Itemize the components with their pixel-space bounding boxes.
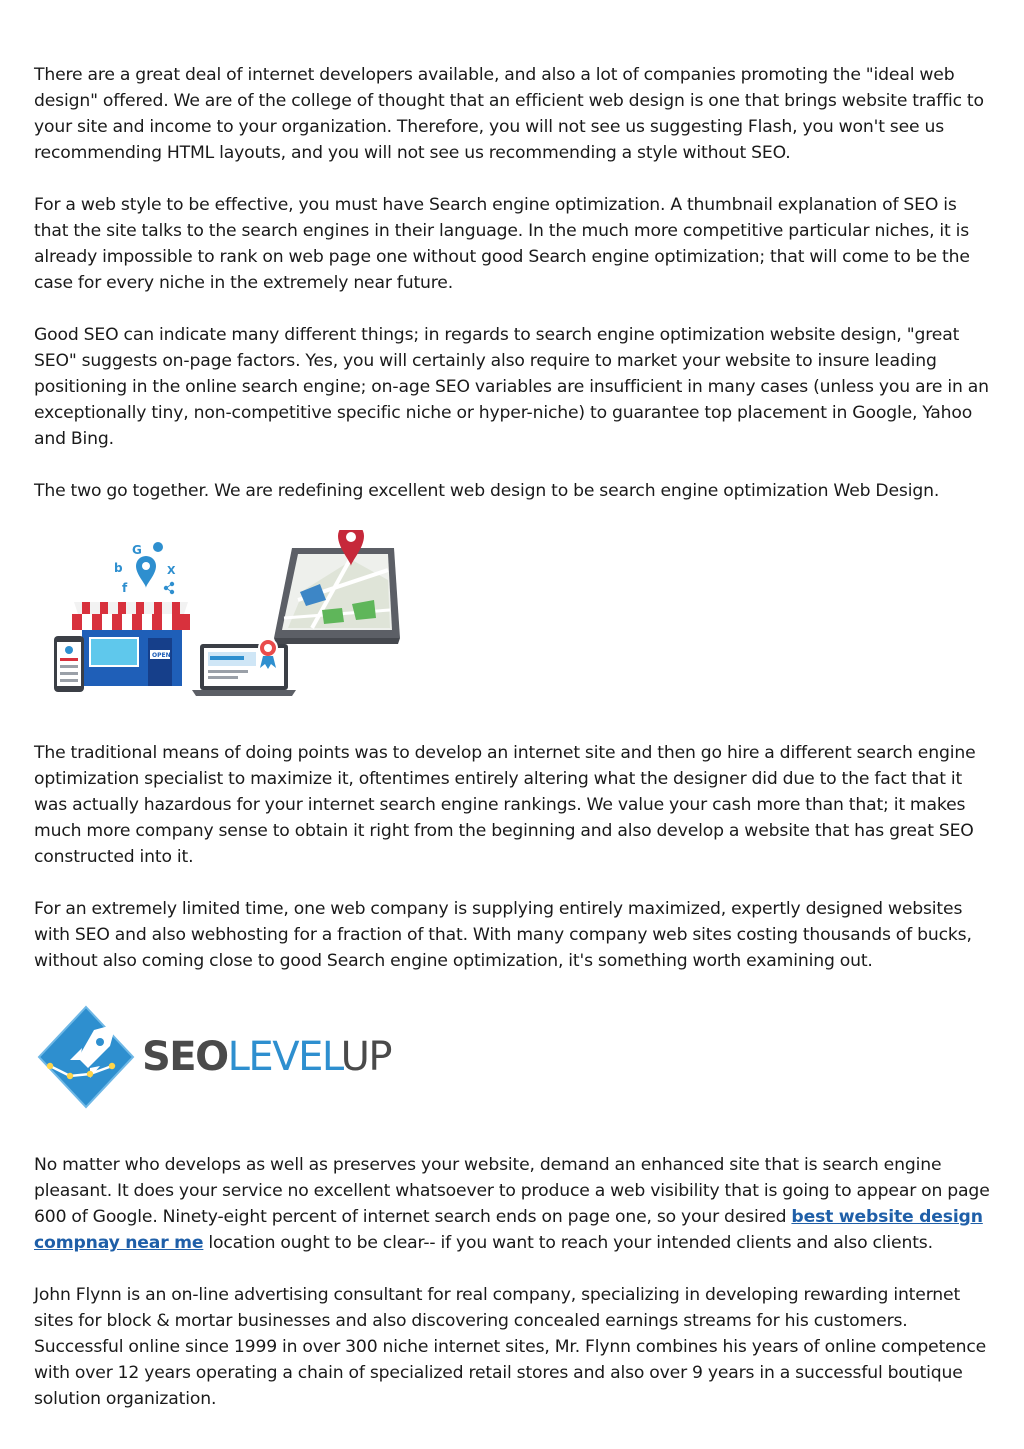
share-icon — [164, 582, 174, 594]
facebook-icon: f — [122, 581, 128, 595]
bing-icon: b — [114, 561, 123, 575]
phone-icon — [54, 636, 84, 692]
map-tablet-icon — [274, 530, 400, 644]
paragraph-7 — [34, 1152, 994, 1256]
paragraph-8: John Flynn is an on-line advertising consultant for real company, specializing in developing rewarding internet sites for block & mortar businesses and also discovering concealed earnings streams for his customers. Successful online since 1999 in over 300 niche internet sites, Mr. Flynn combines his years of online competence with over 12 years operating a chain of specialized retail stores and also over 9 years in a successful boutique solution organization. — [34, 1285, 987, 1409]
best-website-design-link[interactable]: best website design compnay near me — [34, 1207, 983, 1253]
logo-level-text: LEVEL — [227, 1034, 341, 1080]
storefront-icon — [72, 602, 190, 686]
seolevelup-logo — [36, 1004, 994, 1110]
location-pin-icon — [136, 556, 156, 588]
google-icon: G — [132, 543, 142, 557]
paragraph-7-before: No matter who develops as well as preserves your website, demand an enhanced site that is search engine pleasant. It does your service no excellent whatsoever to produce a web visibility that is going to appear on page 600 of Google. Ninety-eight percent of internet search ends on page one, so your desired — [34, 1155, 990, 1227]
logo-up-text: UP — [340, 1034, 392, 1080]
paragraph-2: For a web style to be effective, you must have Search engine optimization. A thumbnail explanation of SEO is that the site talks to the search engines in their language. In the much more competitive particular niches, it is already impossible to rank on web page one without good Search engine optimization; that will come to be the case for every niche in the extremely near future. — [34, 195, 970, 293]
rocket-diamond-icon — [36, 1004, 136, 1110]
apple-icon — [153, 542, 163, 552]
seo-storefront-illustration — [52, 530, 402, 700]
paragraph-1: There are a great deal of internet developers available, and also a lot of companies promoting the "ideal web design" offered. We are of the college of thought that an efficient web design is one that brings website traffic to your site and income to your organization. Therefore, you will not see us suggesting Flash, you won't see us recommending HTML layouts, and you will not see us recommending a style without SEO. — [34, 65, 984, 163]
open-sign: OPEN — [152, 652, 171, 659]
laptop-icon — [192, 639, 296, 696]
logo-wordmark — [142, 1034, 392, 1080]
paragraph-6: For an extremely limited time, one web company is supplying entirely maximized, expertly designed websites with SEO and also webhosting for a fraction of that. With many company web sites costing thousands of bucks, without also coming close to good Search engine optimization, it's something worth examining out. — [34, 899, 972, 971]
paragraph-4: The two go together. We are redefining excellent web design to be search engine optimization Web Design. — [34, 481, 940, 501]
paragraph-7-after: location ought to be clear-- if you want to reach your intended clients and also clients. — [203, 1233, 933, 1253]
document-page — [34, 62, 994, 1438]
paragraph-3: Good SEO can indicate many different things; in regards to search engine optimization website design, "great SEO" suggests on-page factors. Yes, you will certainly also require to market your website to insure leading positioning in the online search engine; on-age SEO variables are insufficient in many cases (unless you are in an exceptionally tiny, non-competitive specific niche or hyper-niche) to guarantee top placement in Google, Yahoo and Bing. — [34, 325, 989, 449]
xing-icon: X — [167, 564, 176, 577]
logo-seo-text: SEO — [142, 1034, 228, 1080]
social-icons — [114, 542, 176, 595]
paragraph-5: The traditional means of doing points was to develop an internet site and then go hire a different search engine optimization specialist to maximize it, oftentimes entirely altering what the designer did due to the fact that it was actually hazardous for your internet search engine rankings. We value your cash more than that; it makes much more company sense to obtain it right from the beginning and also develop a website that has great SEO constructed into it. — [34, 743, 976, 867]
